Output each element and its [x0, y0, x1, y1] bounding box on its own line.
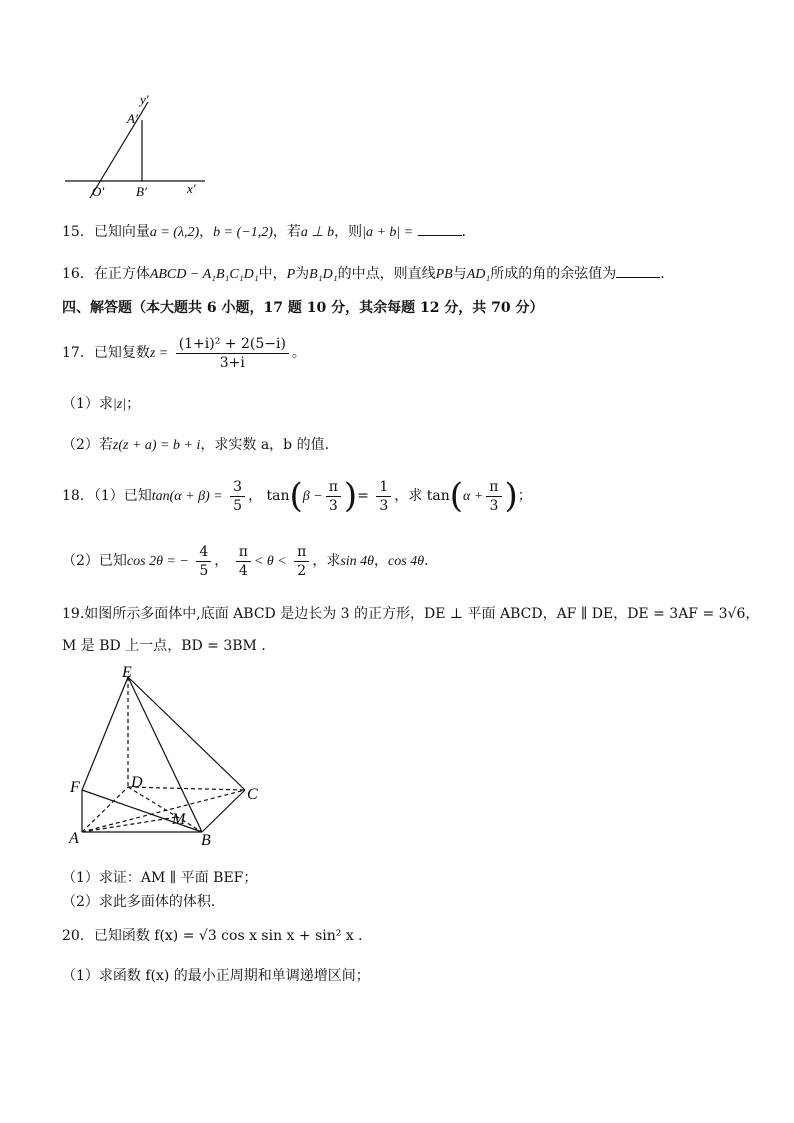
label-f: F — [70, 779, 80, 796]
q18-f1-den: 5 — [233, 497, 243, 514]
label-c: C — [247, 786, 258, 803]
axes-figure — [60, 88, 210, 203]
q16-text-5: 与 — [452, 266, 467, 282]
edge-ec — [128, 677, 245, 790]
q18-pi4-num: π — [236, 543, 251, 562]
q18-comma: ， — [374, 553, 389, 569]
q17-p2-equation: z(z + a) = b + i — [112, 438, 201, 453]
edge-ef — [82, 677, 128, 790]
q18-frac-pi-3-b — [486, 478, 501, 515]
edge-ad — [82, 787, 128, 832]
label-d: D — [131, 774, 143, 791]
edge-bc — [202, 790, 245, 832]
q19-line-2: M 是 BD 上一点，BD = 3BM ． — [62, 638, 276, 654]
q16-end: ． — [660, 266, 675, 282]
q18-part-2 — [62, 541, 438, 582]
q15-text-2: ，若 — [272, 224, 301, 240]
q18-ask-2: ，求 — [312, 553, 341, 569]
q18-pi-den-2: 3 — [489, 497, 499, 514]
q15-text: 已知向量 — [93, 224, 150, 240]
q18-equals: = — [357, 488, 369, 504]
q18-p2-label: （2）已知 — [62, 553, 127, 569]
edge-dc — [128, 787, 245, 790]
q16-segment-b1d1: B₁D₁ — [309, 267, 338, 282]
q18-frac-3-5 — [230, 478, 245, 515]
q15-answer-blank[interactable] — [418, 223, 462, 236]
q17-number: 17． — [62, 345, 94, 361]
q18-inequality: < θ < — [253, 554, 287, 569]
q18-paren-right-2: ) — [504, 476, 518, 516]
polyhedron-figure — [62, 665, 272, 850]
q18-frac-pi-4 — [236, 543, 251, 580]
q17-p1-end: ； — [126, 396, 141, 412]
q15-text-3: ，则 — [334, 224, 363, 240]
q18-paren-left: ( — [289, 476, 303, 516]
q18-frac-1-3 — [376, 478, 391, 515]
q16-text-2: 中， — [258, 266, 287, 282]
q18-pi-num: π — [326, 478, 341, 497]
q17-text: 已知复数 — [93, 345, 150, 361]
label-m: M — [172, 811, 186, 828]
q15-end: ． — [461, 224, 476, 240]
q17-p1-abs: |z| — [112, 397, 127, 412]
q15-norm: |a + b| = — [362, 225, 414, 240]
q16-line-ad1: AD₁ — [466, 267, 491, 282]
q18-number: 18． — [62, 488, 94, 504]
q19-part-2: （2）求此多面体的体积． — [62, 894, 225, 910]
section-heading: 四、解答题（本大题共 6 小题，17 题 10 分，其余每题 12 分，共 70 分） — [62, 300, 544, 316]
label-x-axis: x′ — [187, 181, 196, 196]
q16-text-1: 在正方体 — [93, 266, 150, 282]
q18-frac-4-5 — [196, 543, 211, 580]
q18-pi-num-2: π — [486, 478, 501, 497]
q19-line-1: 19.如图所示多面体中,底面 ABCD 是边长为 3 的正方形，DE ⊥ 平面 ABCD，AF ∥ DE，DE = 3AF = 3√6， — [62, 606, 760, 622]
q18-pi-den: 3 — [328, 497, 338, 514]
q16-text-4: 的中点，则直线 — [337, 266, 436, 282]
q18-p1-label: （1）已知 — [93, 488, 152, 504]
q19-part-1: （1）求证：AM ∥ 平面 BEF； — [62, 870, 258, 886]
label-point-b: B′ — [136, 184, 147, 199]
edge-eb — [128, 677, 202, 832]
label-point-a: A′ — [127, 111, 138, 126]
q15-vector-b: b = (−1,2) — [213, 225, 273, 240]
q15-perpendicular: a ⊥ b — [300, 225, 335, 240]
q18-sep-2: ， — [214, 553, 229, 569]
q17-part-2 — [62, 435, 329, 456]
q16-number: 16． — [62, 266, 94, 282]
q18-tan3: tan — [426, 488, 450, 504]
question-17 — [62, 334, 306, 373]
q15-number: 15． — [62, 224, 94, 240]
q20-line-1: 20．已知函数 f(x) = √3 cos x sin x + sin² x ． — [62, 928, 373, 944]
q18-end: ． — [424, 553, 439, 569]
q18-paren-right: ) — [343, 476, 358, 516]
q18-f2-den: 3 — [379, 497, 389, 514]
q17-p2-label: （2）若 — [62, 437, 113, 453]
label-y-axis: y′ — [140, 92, 149, 107]
q16-line-pb: PB — [435, 267, 453, 282]
q18-f3-den: 5 — [199, 562, 209, 579]
q18-semicolon: ； — [517, 488, 532, 504]
q17-fraction — [176, 335, 289, 372]
q18-f1-num: 3 — [230, 478, 245, 497]
q18-pi2-num: π — [294, 543, 309, 562]
q15-vector-a: a = (λ,2) — [149, 225, 200, 240]
question-15: 15．已知向量a = (λ,2)，b = (−1,2)，若a ⊥ b，则|a + b| = ． — [62, 224, 476, 240]
q18-pi2-den: 2 — [297, 562, 307, 579]
q18-paren-left-2: ( — [449, 476, 463, 516]
q18-pi4-den: 4 — [238, 562, 248, 579]
q17-p1-label: （1）求 — [62, 396, 113, 412]
q18-tan-sum: tan(α + β) = — [151, 489, 223, 504]
q18-frac-pi-2 — [294, 543, 309, 580]
label-origin: O′ — [92, 184, 105, 199]
q16-text-3: 为 — [295, 266, 310, 282]
q18-ask: ，求 — [394, 488, 423, 504]
q17-end: 。 — [291, 345, 306, 361]
q18-sin4: sin 4θ — [340, 554, 375, 569]
diagonal-ac — [82, 790, 245, 832]
label-e: E — [122, 665, 132, 681]
label-b: B — [201, 832, 211, 849]
q20-part-1: （1）求函数 f(x) 的最小正周期和单调递增区间； — [62, 968, 370, 984]
q18-sep: ， — [248, 488, 263, 504]
question-16 — [62, 264, 674, 285]
q17-numerator: (1+i)² + 2(5−i) — [176, 335, 289, 354]
label-a: A — [69, 830, 79, 847]
q16-text-6: 所成的角的余弦值为 — [490, 266, 617, 282]
q18-cos4: cos 4θ — [388, 554, 425, 569]
q17-p2-end: ，求实数 a，b 的值. — [200, 437, 330, 453]
q18-tan2: tan — [266, 488, 290, 504]
q17-part-1 — [62, 394, 140, 415]
q17-z-equals: z = — [149, 346, 169, 361]
q18-part-1 — [62, 476, 532, 517]
q18-f3-num: 4 — [196, 543, 211, 562]
q18-beta-minus: β − — [302, 489, 323, 504]
q16-answer-blank[interactable] — [616, 265, 660, 278]
q18-cos2: cos 2θ = − — [126, 554, 189, 569]
q16-point-p: P — [286, 267, 296, 282]
q18-frac-pi-3 — [326, 478, 341, 515]
q18-alpha-plus: α + — [463, 489, 484, 504]
q17-denominator: 3+i — [219, 354, 245, 371]
q18-f2-num: 1 — [376, 478, 391, 497]
q16-cube: ABCD − A₁B₁C₁D₁ — [149, 267, 259, 282]
